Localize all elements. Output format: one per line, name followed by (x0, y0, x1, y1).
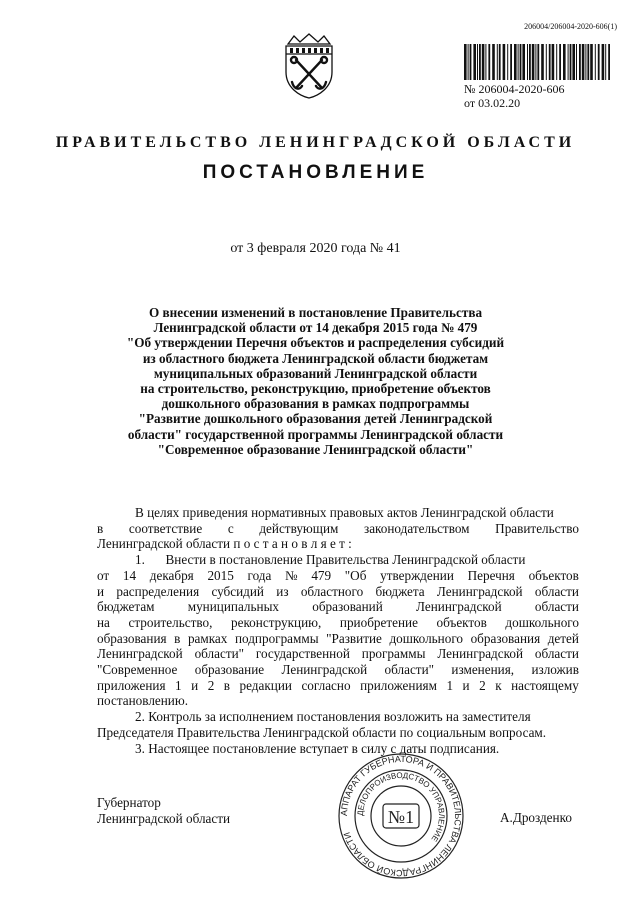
barcode-bar (546, 44, 547, 80)
registration-info (464, 82, 564, 110)
preamble-line: Ленинградской области п о с т а н о в л я е т : (97, 536, 352, 552)
barcode-bar (541, 44, 544, 80)
item2-line: Председателя Правительства Ленинградской области по социальным вопросам. (97, 724, 547, 740)
barcode-bar (582, 44, 585, 80)
barcode-bar (485, 44, 486, 80)
barcode-bar (563, 44, 566, 80)
barcode-bar (585, 44, 586, 80)
document-type: ПОСТАНОВЛЕНИЕ (202, 162, 429, 183)
barcode-bar (579, 44, 581, 80)
barcode-bar (468, 44, 469, 80)
barcode-bar (587, 44, 589, 80)
subject-line: муниципальных образований Ленинградской области (153, 365, 478, 381)
barcode-bar (479, 44, 481, 80)
subject-line: "Развитие дошкольного образования детей Ленинградской (138, 411, 493, 427)
seal-outer-text: АППАРАТ ГУБЕРНАТОРА И ПРАВИТЕЛЬСТВА ЛЕНИНГРАДСКОЙ ОБЛАСТИ (338, 753, 464, 879)
barcode-bar (576, 44, 577, 80)
seal-number: №1 (387, 807, 415, 827)
item1-last-line: постановлению. (97, 693, 189, 709)
decree-subject (0, 305, 631, 457)
barcode-bar (507, 44, 508, 80)
barcode-bar (595, 44, 596, 80)
barcode-bar (537, 44, 539, 80)
barcode-bar (556, 44, 557, 80)
item3-line: 3. Настоящее постановление вступает в силу с даты подписания. (135, 740, 500, 756)
barcode-bar (532, 44, 535, 80)
barcode-bar (497, 44, 498, 80)
barcode-bar (477, 44, 478, 80)
barcode-bar (527, 44, 528, 80)
barcode-bar (605, 44, 606, 80)
barcode-bar (602, 44, 605, 80)
barcode-bar (473, 44, 476, 80)
barcode-bar (559, 44, 561, 80)
document-body (97, 505, 579, 756)
signatory-position: Губернатор Ленинградской области (97, 795, 231, 826)
barcode-bar (510, 44, 512, 80)
barcode-bar (590, 44, 593, 80)
item1-lines (97, 568, 579, 694)
barcode-bar (470, 44, 472, 80)
barcode-bar (598, 44, 600, 80)
barcode-bar (552, 44, 555, 80)
barcode-bar (518, 44, 519, 80)
barcode-bar (572, 44, 575, 80)
registration-number: № 206004-2020-606 (464, 82, 565, 96)
seal-inner-text: ДЕЛОПРОИЗВОДСТВО УПРАВЛЕНИЕ (355, 770, 447, 844)
item2-line: 2. Контроль за исполнением постановления возложить на заместителя (135, 709, 531, 725)
item1-line: приложения 1 и 2 в редакции согласно приложениям 1 и 2 к настоящему (97, 677, 579, 693)
subject-line: "Современное образование Ленинградской области" (157, 441, 474, 457)
barcode-bar (570, 44, 572, 80)
subject-line: "Об утверждении Перечня объектов и распределения субсидий (126, 335, 505, 351)
subject-line: из областного бюджета Ленинградской области бюджетам (142, 350, 489, 366)
preamble-line: в соответствие с действующим законодательством Правительство (97, 520, 579, 536)
coat-of-arms-icon (278, 30, 340, 100)
barcode-bar (535, 44, 536, 80)
item1-line: Ленинградской области" государственной программы Ленинградской области (97, 646, 579, 662)
item1-line: на строительство, реконструкцию, приобретение объектов дошкольного (97, 614, 579, 630)
subject-line: дошкольного образования в рамках подпрограммы (161, 396, 470, 412)
item1-line: и распределения субсидий из областного бюджета Ленинградской области (97, 583, 579, 599)
item1-line: от 14 декабря 2015 года № 479 "Об утверждении Перечня объектов (97, 567, 579, 583)
barcode-bar (499, 44, 501, 80)
barcode-bar (529, 44, 531, 80)
item1-line: образования в рамках подпрограммы "Развитие дошкольного образования детей (97, 630, 579, 646)
subject-line: О внесении изменений в постановление Правительства (148, 305, 483, 320)
registration-date: от 03.02.20 (464, 96, 521, 110)
subject-line: области" государственной программы Ленинградской области (127, 426, 504, 442)
barcode-bar (464, 44, 467, 80)
barcode-bar (608, 44, 610, 80)
barcode-bar (522, 44, 525, 80)
item-number: 1. (135, 552, 145, 568)
government-title: ПРАВИТЕЛЬСТВО ЛЕНИНГРАДСКОЙ ОБЛАСТИ (55, 134, 576, 151)
barcode-bar (520, 44, 522, 80)
document-code: 206004/206004-2020-606(1) (524, 22, 617, 31)
barcode-bar (482, 44, 485, 80)
barcode-bar (492, 44, 495, 80)
barcode (462, 44, 612, 84)
date-line: от 3 февраля 2020 года № 41 (230, 241, 401, 256)
item1-first-line: 1. Внести в постановление Правительства Ленинградской области (135, 552, 526, 568)
barcode-bar (549, 44, 551, 80)
preamble-line: В целях приведения нормативных правовых актов Ленинградской области (135, 505, 554, 520)
barcode-bar (488, 44, 490, 80)
subject-line: на строительство, реконструкцию, приобретение объектов (140, 381, 491, 397)
subject-line: Ленинградской области от 14 декабря 2015 года № 479 (153, 320, 478, 336)
item1-line: "Современное образование Ленинградской области" изменения, изложив (97, 662, 579, 678)
barcode-bar (514, 44, 517, 80)
barcode-bar (568, 44, 569, 80)
item1-line: бюджетам муниципальных образований Ленинградской области (97, 599, 579, 615)
barcode-bar (503, 44, 506, 80)
signatory-name: А.Дрозденко (500, 810, 572, 825)
official-seal-stamp (337, 752, 465, 880)
